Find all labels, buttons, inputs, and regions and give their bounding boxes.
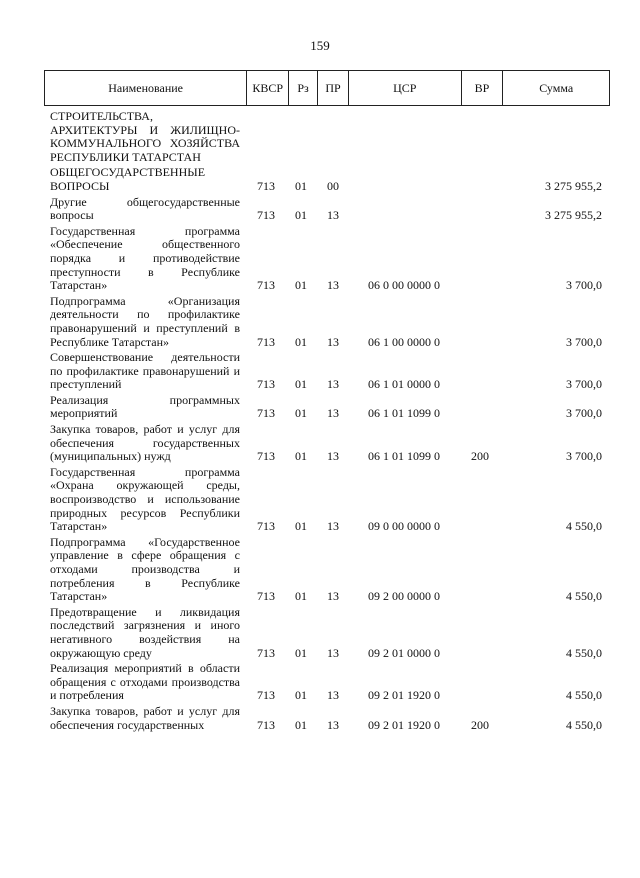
row-sum: 4 550,0 [566, 519, 602, 534]
row-csr: 06 1 01 1099 0 [368, 449, 440, 464]
row-rz: 01 [295, 406, 307, 421]
row-rz: 01 [295, 208, 307, 223]
row-sum: 3 700,0 [566, 278, 602, 293]
row-pr: 00 [327, 178, 339, 193]
row-rz: 01 [295, 519, 307, 534]
row-name: Подпрограмма «Государственное управление в сфере обращения с отходами производства и потребления в Республике Татарстан» [50, 534, 240, 604]
row-csr: 06 1 01 1099 0 [368, 406, 440, 421]
table-row [50, 196, 610, 223]
row-rz: 01 [295, 278, 307, 293]
row-sum: 3 700,0 [566, 449, 602, 464]
row-kvsr: 713 [257, 334, 275, 349]
header-kvsr: КВСР [247, 71, 289, 105]
row-vr: 200 [471, 449, 489, 464]
row-name: СТРОИТЕЛЬСТВА, АРХИТЕКТУРЫ И ЖИЛИЩНО-КОММУНАЛЬНОГО ХОЗЯЙСТВА РЕСПУБЛИКИ ТАТАРСТАН [50, 109, 240, 164]
row-rz: 01 [295, 449, 307, 464]
row-sum: 4 550,0 [566, 645, 602, 660]
table-row [50, 110, 610, 164]
row-name: Предотвращение и ликвидация последствий загрязнения и иного негативного воздействия на окружающую среду [50, 604, 240, 660]
row-kvsr: 713 [257, 449, 275, 464]
row-name: Совершенствование деятельности по профилактике правонарушений и преступлений [50, 350, 240, 392]
row-name: ОБЩЕГОСУДАРСТВЕННЫЕ ВОПРОСЫ [50, 165, 206, 193]
row-csr: 09 2 00 0000 0 [368, 589, 440, 604]
row-kvsr: 713 [257, 519, 275, 534]
row-rz: 01 [295, 178, 307, 193]
row-sum: 3 700,0 [566, 406, 602, 421]
row-csr: 06 1 01 0000 0 [368, 377, 440, 392]
header-name: Наименование [45, 71, 247, 105]
row-name: Государственная программа «Обеспечение общественного порядка и противодействие преступности в Республике Татарстан» [50, 223, 240, 293]
row-kvsr: 713 [257, 645, 275, 660]
row-kvsr: 713 [257, 208, 275, 223]
row-vr: 200 [471, 717, 489, 732]
row-rz: 01 [295, 589, 307, 604]
row-rz: 01 [295, 645, 307, 660]
header-sum: Сумма [539, 80, 574, 95]
row-name: Реализация мероприятий в области обращения с отходами производства и потребления [50, 661, 240, 703]
table-row [50, 166, 610, 193]
table-header [44, 70, 610, 106]
row-kvsr: 713 [257, 589, 275, 604]
row-pr: 13 [327, 377, 339, 392]
table-row [50, 606, 610, 660]
row-kvsr: 713 [257, 377, 275, 392]
header-csr: ЦСР [349, 71, 462, 105]
table-row [50, 536, 610, 604]
row-sum: 3 275 955,2 [545, 178, 602, 193]
row-pr: 13 [327, 589, 339, 604]
row-pr: 13 [327, 519, 339, 534]
row-rz: 01 [295, 688, 307, 703]
row-name: Реализация программных мероприятий [50, 392, 240, 421]
row-kvsr: 713 [257, 688, 275, 703]
table-row [50, 225, 610, 293]
row-pr: 13 [327, 688, 339, 703]
table-row [50, 295, 610, 349]
row-pr: 13 [327, 208, 339, 223]
row-csr: 06 0 00 0000 0 [368, 278, 440, 293]
row-kvsr: 713 [257, 717, 275, 732]
row-name: Закупка товаров, работ и услуг для обеспечения государственных (муниципальных) нужд [50, 422, 240, 464]
header-vr: ВР [462, 71, 504, 105]
row-pr: 13 [327, 717, 339, 732]
row-csr: 09 2 01 1920 0 [368, 688, 440, 703]
row-name: Закупка товаров, работ и услуг для обеспечения государственных [50, 703, 240, 732]
row-pr: 13 [327, 449, 339, 464]
row-kvsr: 713 [257, 406, 275, 421]
table-row [50, 662, 610, 703]
row-rz: 01 [295, 377, 307, 392]
row-name: Другие общегосударственные вопросы [50, 194, 240, 223]
row-sum: 4 550,0 [566, 589, 602, 604]
page-number: 159 [310, 38, 330, 53]
table-row [50, 351, 610, 392]
table-row [50, 466, 610, 534]
table-row [50, 423, 610, 464]
row-rz: 01 [295, 334, 307, 349]
row-csr: 09 2 01 0000 0 [368, 645, 440, 660]
table-row [50, 705, 610, 732]
row-pr: 13 [327, 645, 339, 660]
row-name: Подпрограмма «Организация деятельности по профилактике правонарушений и преступлений в Республике Татарстан» [50, 293, 240, 349]
row-pr: 13 [327, 278, 339, 293]
row-csr: 06 1 00 0000 0 [368, 334, 440, 349]
row-rz: 01 [295, 717, 307, 732]
row-sum: 3 275 955,2 [545, 208, 602, 223]
table-body [50, 110, 610, 732]
header-rz: Рз [289, 71, 318, 105]
row-csr: 09 0 00 0000 0 [368, 519, 440, 534]
row-csr: 09 2 01 1920 0 [368, 717, 440, 732]
row-sum: 3 700,0 [566, 334, 602, 349]
row-name: Государственная программа «Охрана окружающей среды, воспроизводство и использование природных ресурсов Республики Татарстан» [50, 464, 240, 534]
row-kvsr: 713 [257, 278, 275, 293]
row-sum: 4 550,0 [566, 688, 602, 703]
row-sum: 4 550,0 [566, 717, 602, 732]
row-pr: 13 [327, 334, 339, 349]
row-sum: 3 700,0 [566, 377, 602, 392]
row-kvsr: 713 [257, 178, 275, 193]
row-pr: 13 [327, 406, 339, 421]
table-row [50, 394, 610, 421]
header-pr: ПР [318, 71, 349, 105]
